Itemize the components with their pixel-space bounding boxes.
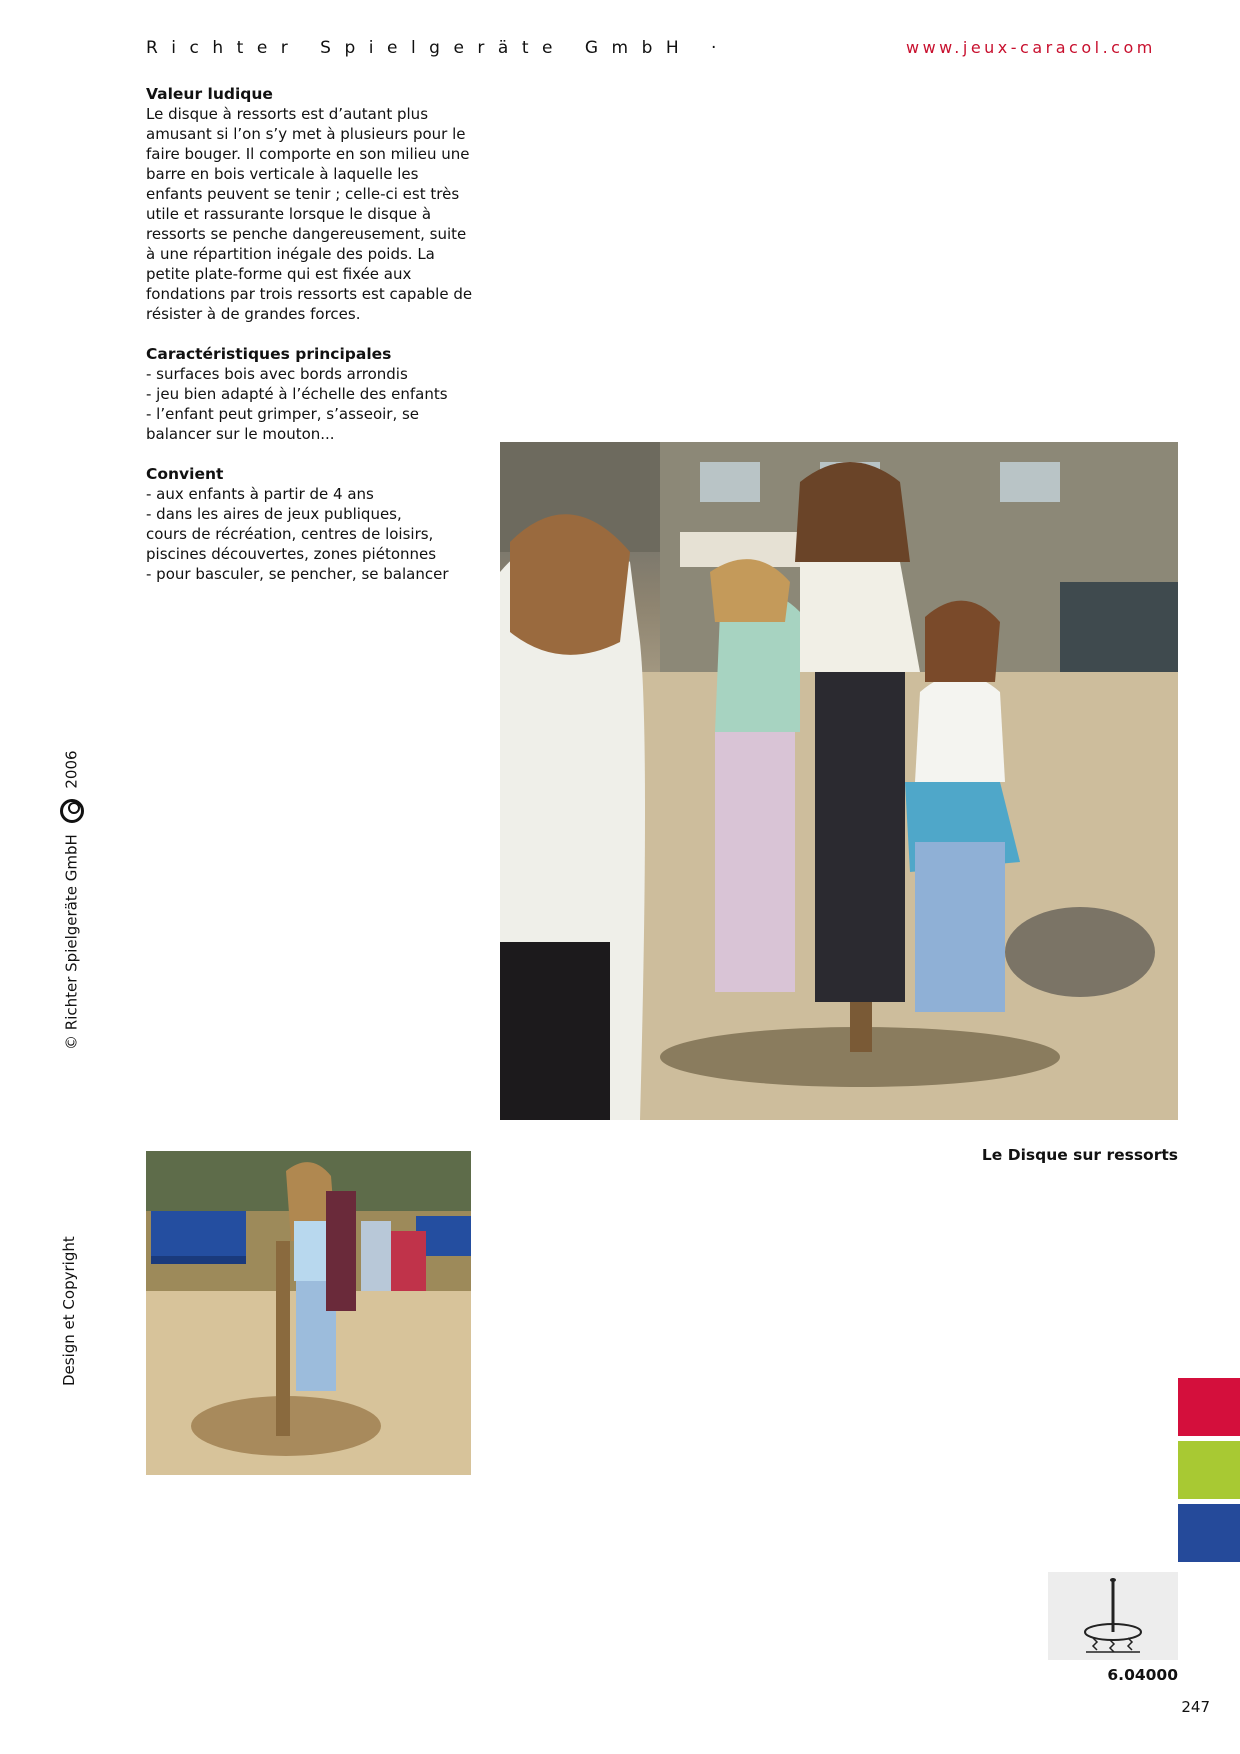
section-title: Valeur ludique [146, 85, 273, 103]
photo-caption: Le Disque sur ressorts [981, 1146, 1178, 1164]
list-item: - surfaces bois avec bords arrondis [146, 365, 408, 383]
color-tab-red [1178, 1378, 1240, 1436]
main-photo [500, 442, 1178, 1120]
caracol-logo-icon [60, 799, 84, 823]
section-title: Caractéristiques principales [146, 345, 392, 363]
section-title: Convient [146, 465, 224, 483]
list-item: - l’enfant peut grimper, s’asseoir, se balancer sur le mouton... [146, 405, 420, 443]
color-tab-blue [1178, 1504, 1240, 1562]
product-thumbnail [1048, 1572, 1178, 1660]
article-number: 6.04000 [1107, 1666, 1178, 1684]
design-copyright-vertical-text: Design et Copyright [60, 1236, 78, 1386]
color-tab-green [1178, 1441, 1240, 1499]
list-item: - jeu bien adapté à l’échelle des enfants [146, 385, 448, 403]
page-number: 247 [1181, 1698, 1210, 1716]
copyright-year: 2006 [62, 750, 81, 789]
header-website-link[interactable]: www.jeux-caracol.com [906, 38, 1156, 57]
section-valeur-ludique [146, 84, 476, 324]
copyright-vertical-text [60, 750, 84, 1050]
suitability-list [146, 484, 476, 584]
list-item: - pour basculer, se pencher, se balancer [146, 565, 449, 583]
section-convient [146, 464, 476, 584]
secondary-photo [146, 1151, 471, 1475]
list-item: - aux enfants à partir de 4 ans [146, 485, 374, 503]
spring-disc-drawing-icon [1048, 1572, 1178, 1660]
feature-list [146, 364, 476, 444]
secondary-photo-illustration [146, 1151, 471, 1475]
header-company: Richter Spielgeräte GmbH · [146, 38, 730, 58]
copyright-prefix: © Richter Spielgeräte GmbH [62, 834, 81, 1050]
main-photo-illustration [500, 442, 1178, 1120]
section-body: Le disque à ressorts est d’autant plus amusant si l’on s’y met à plusieurs pour le faire bouger. Il comporte en son milieu une barre en bois verticale à laquelle les enfants peuvent se tenir ; celle-ci est très utile et rassurante lorsque le disque à ressorts se penche dangereusement, suite à une répartition inégale des poids. La petite plate-forme qui est fixée aux fondations par trois ressorts est capable de résister à de grandes forces. [146, 105, 473, 323]
list-item: - dans les aires de jeux publiques, cours de récréation, centres de loisirs, piscines découvertes, zones piétonnes [146, 505, 437, 563]
section-caracteristiques [146, 344, 476, 444]
description-column [146, 84, 476, 604]
